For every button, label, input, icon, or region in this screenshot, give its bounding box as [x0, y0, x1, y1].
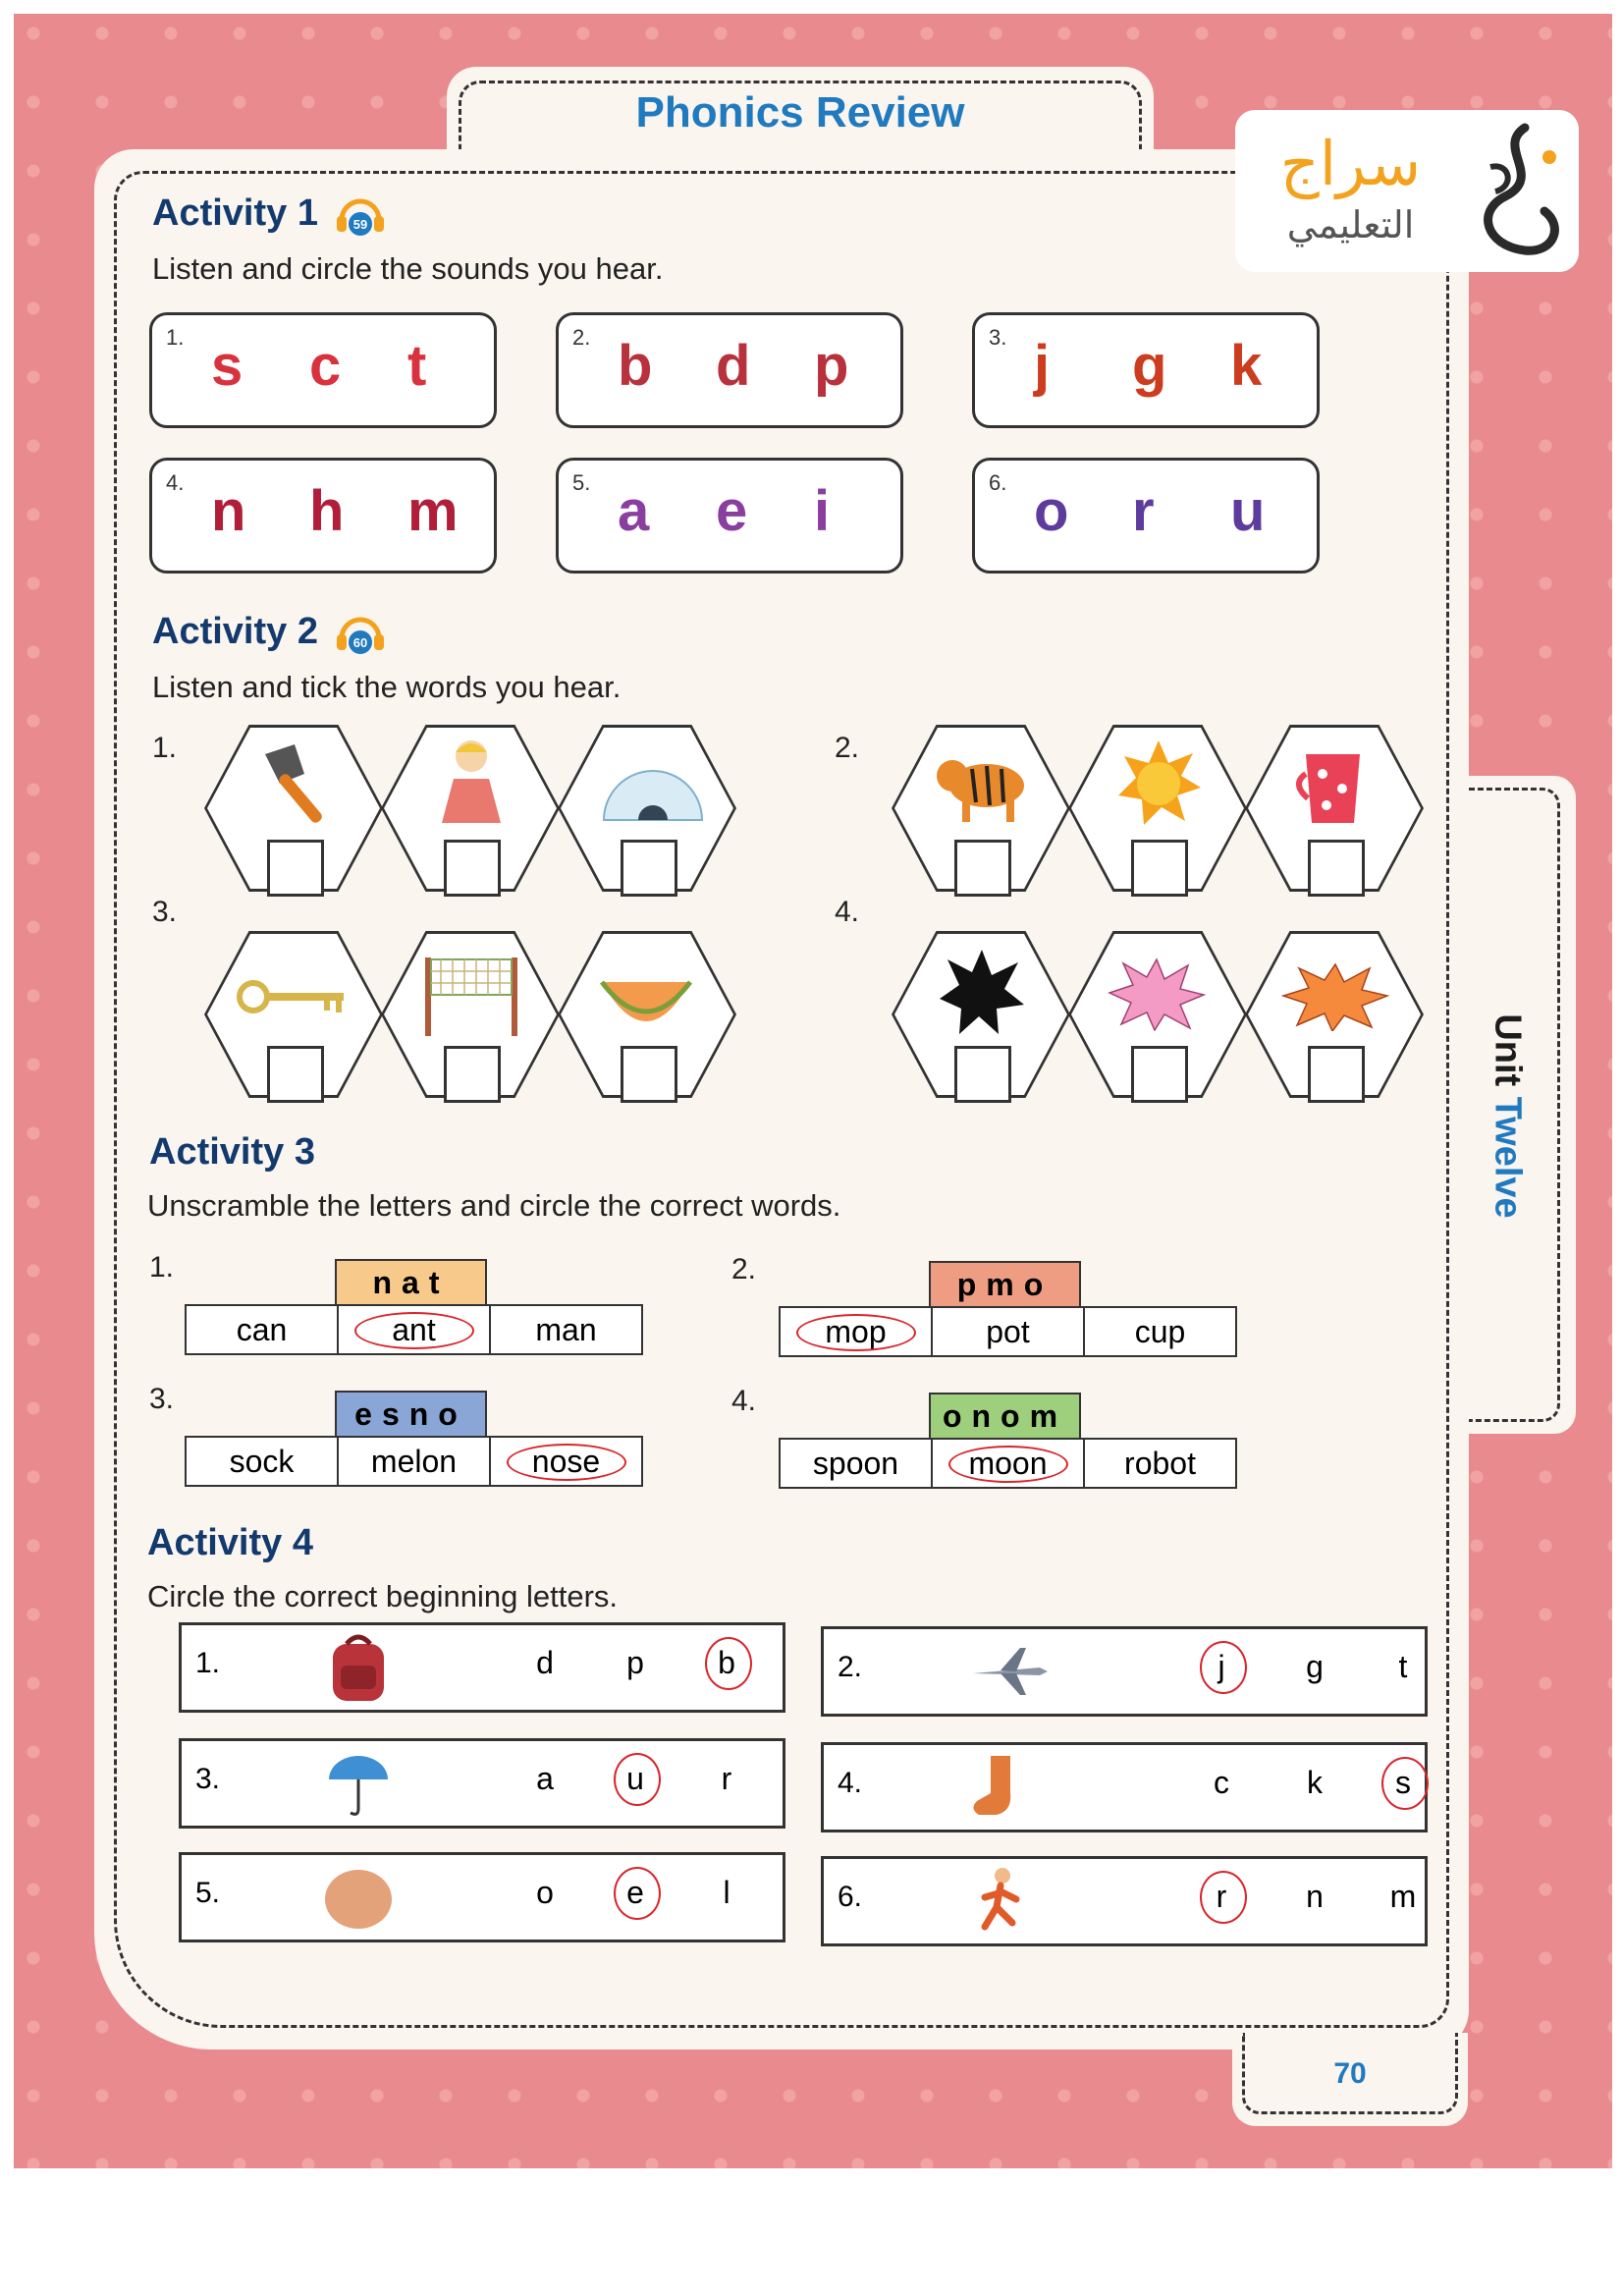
jet-icon	[961, 1634, 1040, 1709]
letter-option[interactable]	[1200, 1765, 1243, 1801]
letter-option-label: r	[721, 1761, 732, 1796]
logo-bottom-text: التعليمي	[1286, 203, 1415, 246]
activity1-instruction: Listen and circle the sounds you hear.	[152, 251, 664, 286]
logo-top-text: سراج	[1279, 128, 1422, 199]
word-option-label: cup	[1134, 1314, 1186, 1349]
audio-track-icon[interactable]	[334, 194, 387, 240]
word-option-label: mop	[825, 1314, 887, 1349]
letter-option-label: r	[1216, 1879, 1227, 1914]
question-number: 1.	[195, 1647, 221, 1679]
tick-box[interactable]	[444, 840, 501, 897]
publisher-logo	[1235, 110, 1579, 272]
question-number: 5.	[195, 1877, 221, 1909]
question-number: 3.	[152, 896, 178, 928]
letter-option[interactable]	[614, 1761, 657, 1797]
tick-box[interactable]	[267, 1046, 324, 1103]
activity4-title: Activity 4	[147, 1522, 313, 1563]
sound-letter[interactable]: k	[1230, 334, 1263, 398]
word-option-label: nose	[531, 1444, 601, 1479]
question-number: 2.	[835, 732, 860, 764]
word-option-label: sock	[229, 1444, 295, 1479]
tick-box[interactable]	[954, 1046, 1011, 1103]
answer-circle	[614, 1867, 661, 1920]
activity4-instruction: Circle the correct beginning letters.	[147, 1579, 619, 1613]
question-number: 4.	[838, 1767, 863, 1799]
page-title: Phonics Review	[635, 88, 965, 137]
beginning-letter-row	[179, 1622, 785, 1713]
letter-option-label: t	[1398, 1649, 1408, 1684]
word-option[interactable]	[187, 1306, 339, 1353]
tick-box[interactable]	[954, 840, 1011, 897]
letter-option-label: b	[718, 1645, 735, 1680]
audio-track-number: 60	[352, 635, 368, 650]
question-number: 3.	[195, 1763, 221, 1795]
letter-option[interactable]	[705, 1645, 748, 1681]
key-icon	[236, 972, 353, 1021]
sound-letter[interactable]: r	[1132, 479, 1155, 543]
tick-box[interactable]	[1131, 840, 1188, 897]
letter-option[interactable]	[1293, 1649, 1336, 1685]
pink-star-icon	[1108, 957, 1206, 1031]
sound-letter[interactable]: m	[407, 479, 459, 543]
logo-calligraphy-icon	[1456, 118, 1574, 265]
box-number: 3.	[989, 325, 1007, 350]
tick-box[interactable]	[621, 1046, 677, 1103]
word-option[interactable]	[933, 1440, 1085, 1487]
word-option[interactable]	[781, 1440, 933, 1487]
letter-option-label: u	[626, 1761, 644, 1796]
word-options-row	[779, 1306, 1237, 1357]
scrambled-letters: onom	[929, 1393, 1081, 1438]
doll-icon	[432, 735, 511, 833]
sound-box	[972, 312, 1320, 428]
box-number: 1.	[166, 325, 185, 350]
activity2-title: Activity 2	[152, 611, 318, 652]
axe-icon	[245, 735, 344, 833]
letter-option-label: e	[626, 1875, 644, 1910]
tick-box[interactable]	[1131, 1046, 1188, 1103]
letter-option-label: j	[1217, 1649, 1225, 1684]
question-number: 2.	[838, 1651, 863, 1683]
word-option[interactable]	[339, 1306, 491, 1353]
letter-option-label: g	[1306, 1649, 1324, 1684]
letter-option[interactable]	[705, 1875, 748, 1911]
question-number: 6.	[838, 1881, 863, 1913]
letter-option-label: a	[536, 1761, 554, 1796]
letter-option-label: n	[1306, 1879, 1324, 1914]
activity3-title: Activity 3	[149, 1131, 315, 1173]
bag-icon	[319, 1630, 398, 1705]
beginning-letter-row	[179, 1852, 785, 1942]
word-option-label: ant	[392, 1312, 436, 1347]
beginning-letter-row	[179, 1738, 785, 1829]
answer-circle	[796, 1314, 916, 1351]
sound-letter[interactable]: i	[814, 479, 831, 543]
letter-option-label: s	[1395, 1765, 1411, 1800]
box-number: 2.	[572, 325, 591, 350]
scrambled-letters: pmo	[929, 1261, 1081, 1306]
sun-icon	[1114, 738, 1203, 827]
sound-letter[interactable]: o	[1034, 479, 1069, 543]
word-option-label: can	[236, 1312, 288, 1347]
sound-box	[972, 458, 1320, 574]
audio-track-number: 59	[352, 217, 368, 232]
sound-letter[interactable]: h	[309, 479, 345, 543]
letter-option[interactable]	[1381, 1879, 1425, 1915]
letter-option[interactable]	[1200, 1649, 1243, 1685]
word-option-label: moon	[968, 1446, 1048, 1481]
sound-letter[interactable]: s	[211, 334, 243, 398]
word-option[interactable]	[1085, 1308, 1235, 1355]
question-number: 2.	[731, 1253, 757, 1285]
activity2-instruction: Listen and tick the words you hear.	[152, 670, 622, 704]
sound-box	[149, 312, 497, 428]
sound-letter[interactable]: c	[309, 334, 342, 398]
cup-icon	[1291, 744, 1380, 828]
word-option[interactable]	[491, 1438, 641, 1485]
question-number: 1.	[149, 1251, 175, 1284]
activity1-title: Activity 1	[152, 192, 318, 234]
sound-letter[interactable]: n	[211, 479, 246, 543]
answer-circle	[705, 1637, 752, 1690]
tick-box[interactable]	[1308, 840, 1365, 897]
sound-letter[interactable]: t	[407, 334, 427, 398]
tick-box[interactable]	[1308, 1046, 1365, 1103]
word-options-row	[185, 1304, 643, 1355]
answer-circle	[1200, 1641, 1247, 1694]
letter-option[interactable]	[1381, 1765, 1425, 1801]
sound-letter[interactable]: p	[814, 334, 849, 398]
word-options-row	[779, 1438, 1237, 1489]
sound-letter[interactable]: j	[1034, 334, 1051, 398]
word-option-label: spoon	[812, 1446, 899, 1481]
answer-circle	[1200, 1871, 1247, 1924]
beginning-letter-row	[821, 1742, 1428, 1832]
letter-option-label: c	[1214, 1765, 1229, 1800]
tick-box[interactable]	[267, 840, 324, 897]
audio-track-icon[interactable]	[334, 613, 387, 658]
word-option-label: pot	[986, 1314, 1030, 1349]
sock-icon	[961, 1750, 1040, 1825]
letter-option[interactable]	[1293, 1879, 1336, 1915]
scrambled-letters: nat	[335, 1259, 487, 1304]
letter-option[interactable]	[614, 1645, 657, 1681]
question-number: 1.	[152, 732, 178, 764]
sound-letter[interactable]: g	[1132, 334, 1167, 398]
letter-option[interactable]	[614, 1875, 657, 1911]
answer-circle	[1381, 1757, 1429, 1810]
melon-icon	[597, 972, 695, 1031]
sound-letter[interactable]: d	[716, 334, 751, 398]
word-option-label: robot	[1124, 1446, 1196, 1481]
sound-letter[interactable]: a	[618, 479, 650, 543]
sound-box	[556, 312, 903, 428]
sound-box	[556, 458, 903, 574]
tick-box[interactable]	[444, 1046, 501, 1103]
letter-option-label: d	[536, 1645, 554, 1680]
word-options-row	[185, 1436, 643, 1487]
letter-option-label: l	[723, 1875, 730, 1910]
letter-option[interactable]	[705, 1761, 748, 1797]
answer-circle	[507, 1444, 626, 1481]
word-option[interactable]	[339, 1438, 491, 1485]
question-number: 4.	[835, 896, 860, 928]
sound-letter[interactable]: u	[1230, 479, 1266, 543]
box-number: 6.	[989, 470, 1007, 495]
egg-icon	[319, 1860, 398, 1935]
activity3-instruction: Unscramble the letters and circle the correct words.	[147, 1188, 841, 1223]
unit-label	[1463, 982, 1551, 1237]
net-icon	[417, 948, 525, 1041]
scrambled-letters: esno	[335, 1391, 487, 1436]
word-option[interactable]	[1085, 1440, 1235, 1487]
word-option-label: melon	[370, 1444, 458, 1479]
letter-option[interactable]	[1293, 1765, 1336, 1801]
tick-box[interactable]	[621, 840, 677, 897]
umbrella-icon	[319, 1746, 398, 1821]
letter-option[interactable]	[523, 1645, 567, 1681]
page-number: 70	[1333, 2057, 1367, 2090]
question-number: 3.	[149, 1383, 175, 1415]
letter-option[interactable]	[1200, 1879, 1243, 1915]
box-number: 5.	[572, 470, 591, 495]
answer-circle	[354, 1312, 474, 1349]
beginning-letter-row	[821, 1626, 1428, 1717]
letter-option-label: k	[1307, 1765, 1323, 1800]
answer-circle	[948, 1446, 1068, 1483]
tiger-icon	[933, 741, 1031, 825]
sound-letter[interactable]: b	[618, 334, 653, 398]
unit-name: Twelve	[1487, 1096, 1529, 1219]
word-option-label: man	[535, 1312, 597, 1347]
unit-word: Unit	[1487, 1013, 1529, 1087]
box-number: 4.	[166, 470, 185, 495]
beginning-letter-row	[821, 1856, 1428, 1946]
sound-letter[interactable]: e	[716, 479, 748, 543]
letter-option[interactable]	[523, 1761, 567, 1797]
letter-option-label: p	[626, 1645, 644, 1680]
sound-box	[149, 458, 497, 574]
igloo-icon	[599, 741, 707, 830]
black-star-icon	[938, 948, 1026, 1036]
letter-option[interactable]	[1381, 1649, 1425, 1685]
letter-option[interactable]	[523, 1875, 567, 1911]
orange-star-icon	[1281, 962, 1389, 1031]
word-option[interactable]	[781, 1308, 933, 1355]
word-option[interactable]	[187, 1438, 339, 1485]
runner-icon	[961, 1864, 1040, 1939]
word-option[interactable]	[933, 1308, 1085, 1355]
letter-option-label: m	[1389, 1879, 1417, 1914]
letter-option-label: o	[536, 1875, 554, 1910]
question-number: 4.	[731, 1385, 757, 1417]
word-option[interactable]	[491, 1306, 641, 1353]
answer-circle	[614, 1753, 661, 1806]
